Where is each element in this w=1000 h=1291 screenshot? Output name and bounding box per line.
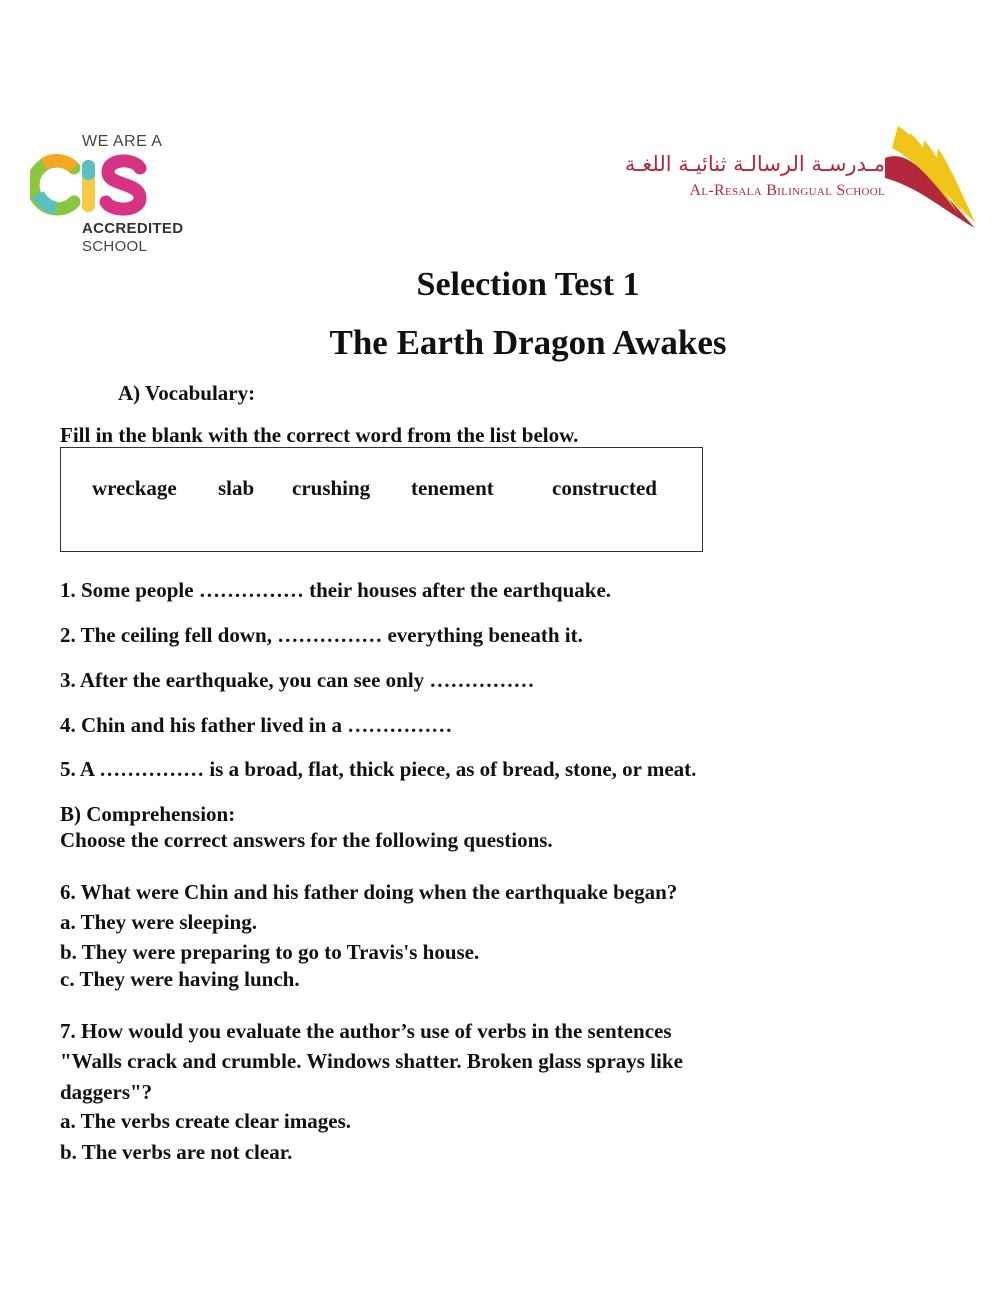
question-7-line-2: "Walls crack and crumble. Windows shatter. Broken glass sprays like — [60, 1049, 683, 1073]
question-7-option-a[interactable]: a. The verbs create clear images. — [60, 1109, 352, 1133]
section-a-instruction: Fill in the blank with the correct word from the list below. — [60, 423, 579, 447]
word-bank-item: constructed — [552, 476, 657, 500]
story-title: The Earth Dragon Awakes — [329, 323, 727, 362]
word-bank-item: crushing — [292, 476, 371, 500]
book-wings-icon — [880, 118, 980, 233]
vocab-question-4: 4. Chin and his father lived in a …………… — [60, 713, 453, 737]
section-b-heading: B) Comprehension: — [60, 802, 236, 826]
vocab-question-3: 3. After the earthquake, you can see only …………… — [60, 668, 535, 692]
question-6-option-b[interactable]: b. They were preparing to go to Travis's house. — [60, 940, 480, 964]
cis-logo-school-text: SCHOOL — [82, 238, 148, 255]
question-7-option-b[interactable]: b. The verbs are not clear. — [60, 1140, 293, 1164]
vocab-question-1: 1. Some people …………… their houses after the earthquake. — [60, 578, 612, 602]
cis-logo-top-text: WE ARE A — [82, 133, 163, 150]
question-7-line-3: daggers"? — [60, 1080, 153, 1104]
word-bank-item: tenement — [411, 476, 494, 500]
cis-logo-accredited-text: ACCREDITED — [82, 220, 184, 237]
word-bank-box — [60, 447, 703, 552]
word-bank-item: wreckage — [92, 476, 177, 500]
vocab-question-2: 2. The ceiling fell down, …………… everything beneath it. — [60, 623, 583, 647]
school-english-name: Al-Resala Bilingual School — [689, 182, 885, 199]
section-b-instruction: Choose the correct answers for the following questions. — [60, 828, 553, 852]
cis-letters-graphic — [30, 154, 150, 216]
section-a-heading: A) Vocabulary: — [118, 381, 256, 405]
al-resala-school-logo — [624, 118, 980, 238]
vocab-question-5: 5. A …………… is a broad, flat, thick piece, as of bread, stone, or meat. — [60, 757, 697, 781]
question-6-option-c[interactable]: c. They were having lunch. — [60, 967, 300, 991]
word-bank-item: slab — [218, 476, 255, 500]
test-title: Selection Test 1 — [416, 266, 640, 303]
question-6-option-a[interactable]: a. They were sleeping. — [60, 910, 257, 934]
question-7-line-1: 7. How would you evaluate the author’s use of verbs in the sentences — [60, 1019, 672, 1043]
question-6: 6. What were Chin and his father doing when the earthquake began? — [60, 880, 678, 904]
school-arabic-name: مـدرسـة الرسالـة ثنائيـة اللغـة — [624, 152, 885, 176]
cis-accredited-logo — [30, 128, 220, 263]
